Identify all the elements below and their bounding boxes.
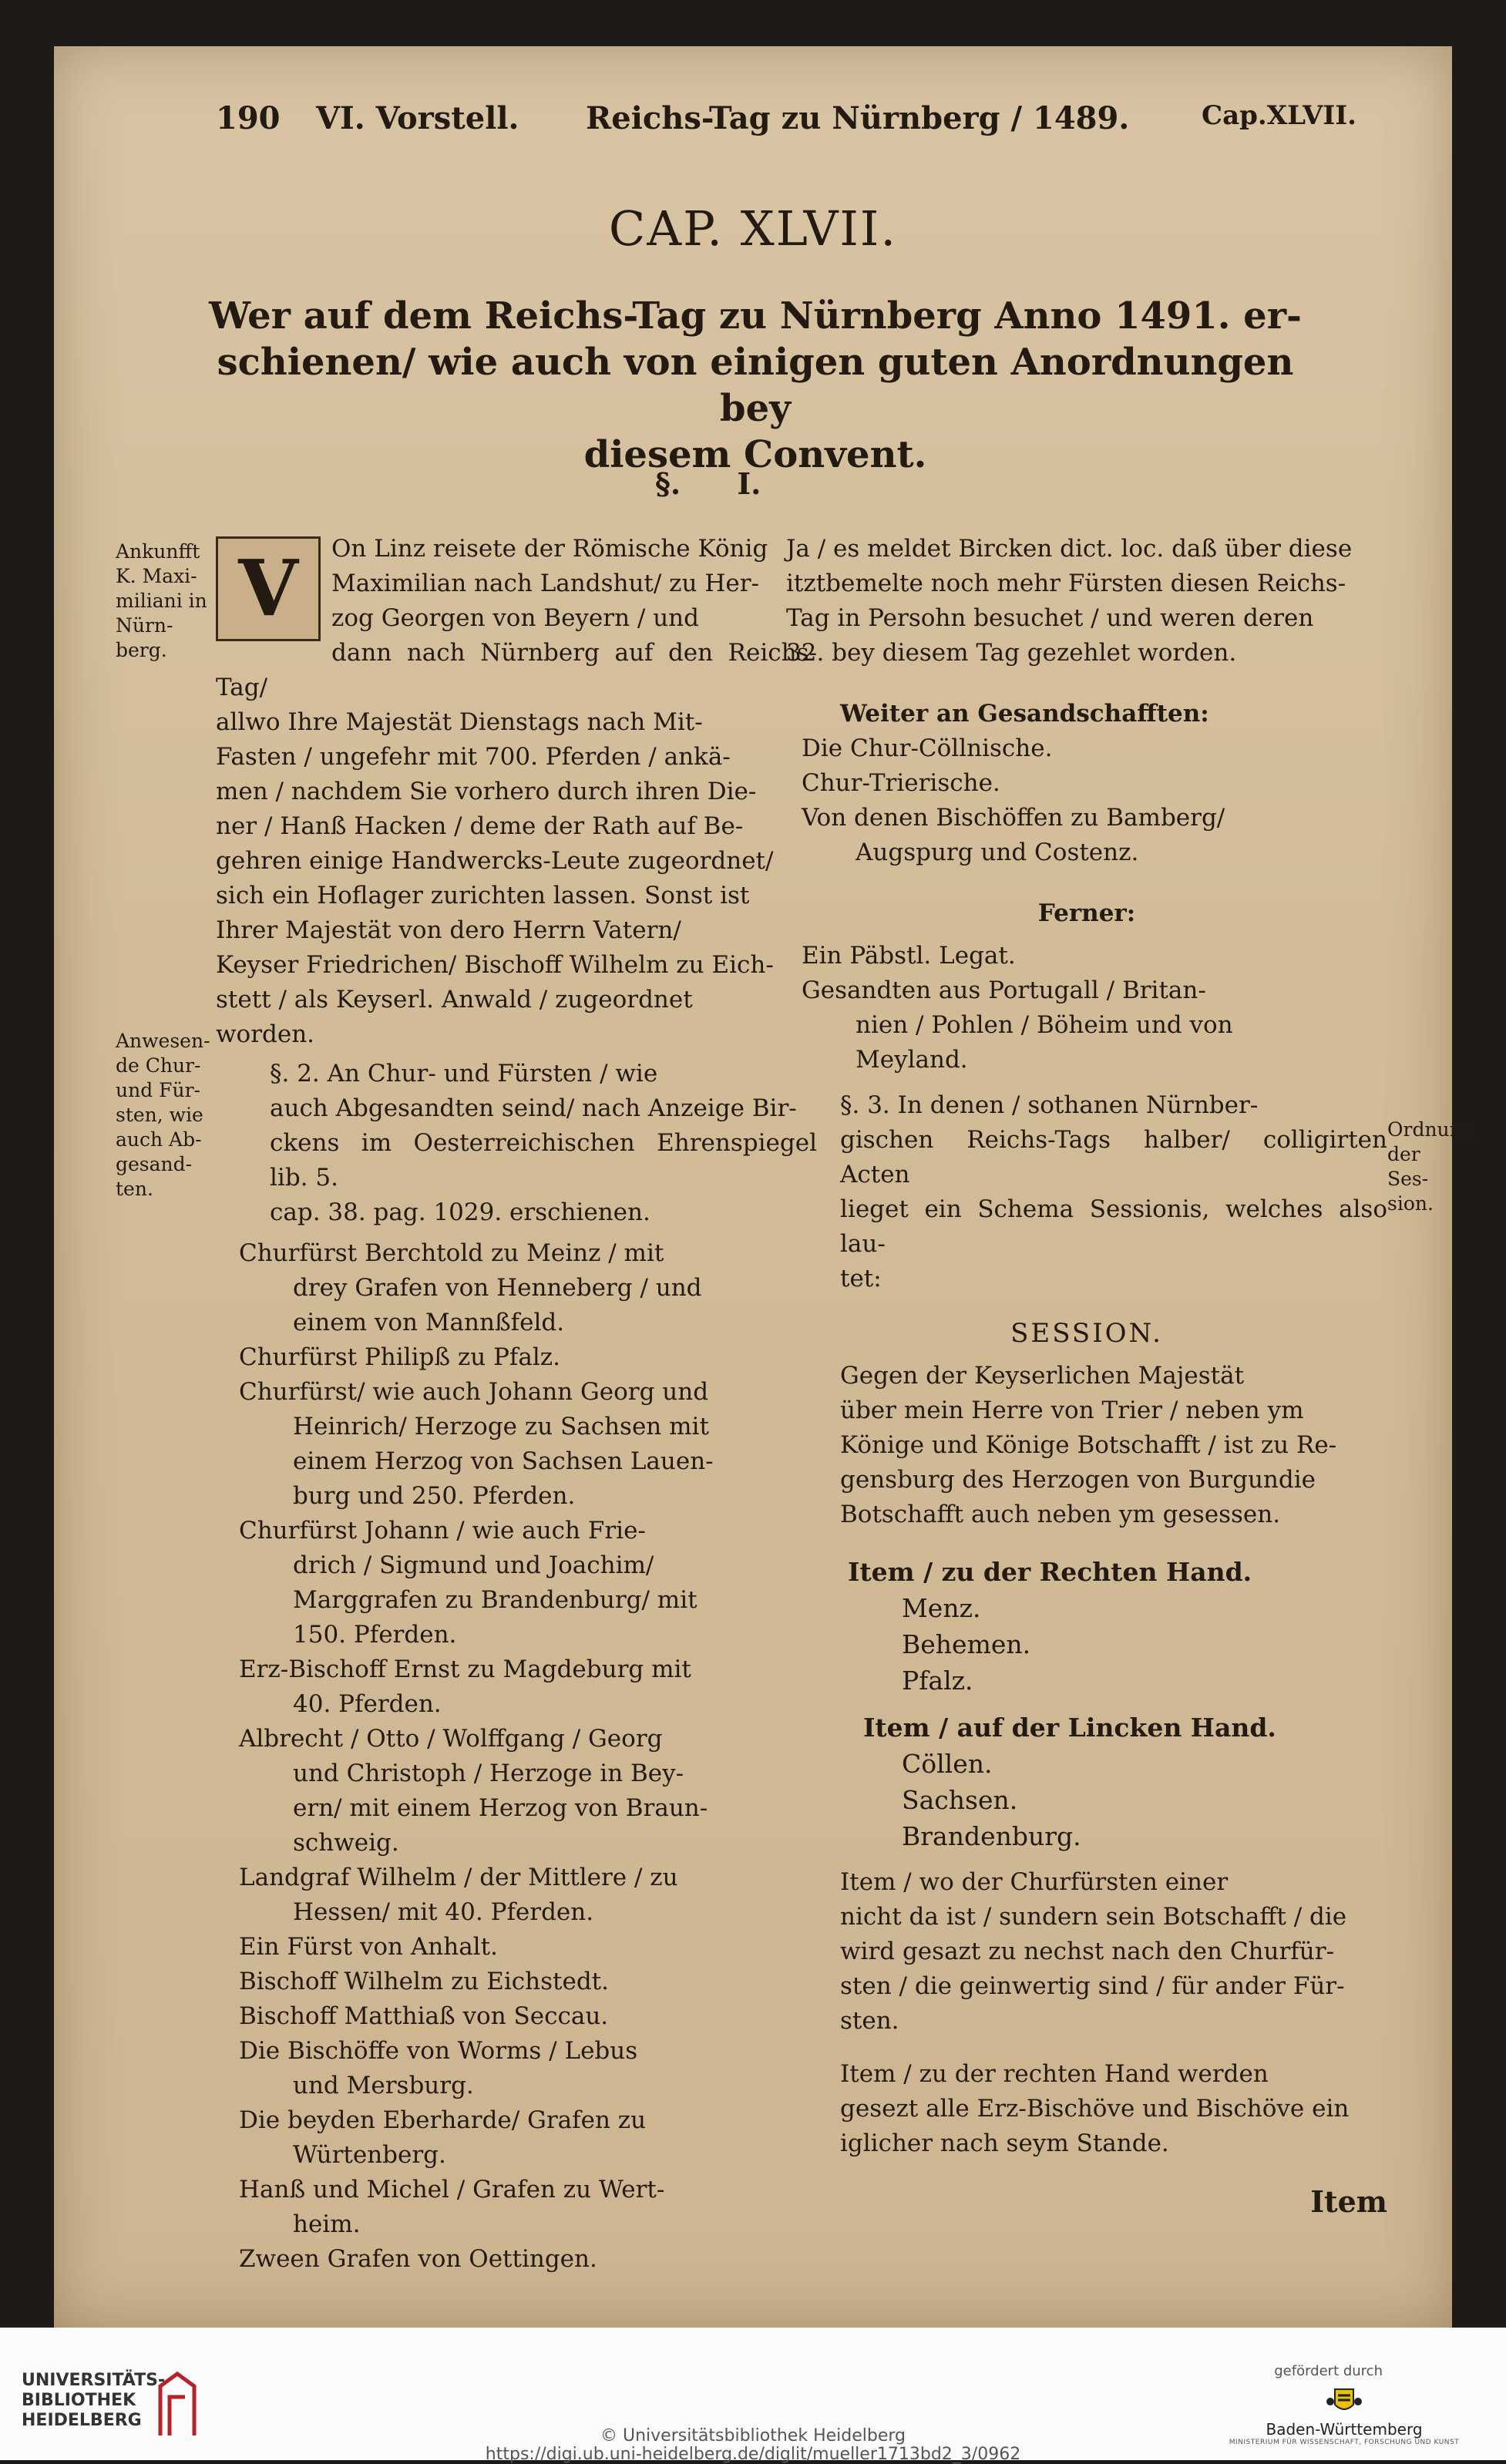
ferner-list <box>786 939 1387 1077</box>
text-line: men / nachdem Sie vorhero durch ihren Die- <box>216 778 757 805</box>
text-line: zog Georgen von Beyern / und <box>331 604 699 632</box>
right-column <box>786 532 1387 2219</box>
text-line: Sachsen. <box>902 1785 1018 1815</box>
paragraph-1 <box>216 532 817 1052</box>
text-line: berg. <box>116 639 167 661</box>
text-line: Brandenburg. <box>902 1821 1081 1851</box>
list-entry <box>239 1514 817 1652</box>
text-line: Ja / es meldet Bircken dict. loc. daß über diese <box>786 535 1353 563</box>
section-number: I. <box>737 466 761 501</box>
text-line: miliani in <box>116 590 207 612</box>
text-line: Ankunfft <box>116 540 200 563</box>
page-number: 190 <box>216 100 281 136</box>
entry-line: Chur-Trierische. <box>802 769 1000 797</box>
text-line: über mein Herre von Trier / neben ym <box>840 1397 1304 1424</box>
entry-line: und Christoph / Herzoge in Bey- <box>293 1760 684 1787</box>
text-line: gehren einige Handwercks-Leute zugeordnet/ <box>216 847 774 875</box>
entry-line: nien / Pohlen / Böheim und von <box>856 1011 1233 1039</box>
right-paragraph-3 <box>786 1088 1387 1296</box>
item-paragraph-1 <box>786 1865 1387 2039</box>
copyright-text: © Universitätsbibliothek Heidelberg <box>600 2426 906 2446</box>
scanned-page <box>54 46 1474 2328</box>
list-entry <box>239 1999 817 2034</box>
entry-line: Zween Grafen von Oettingen. <box>239 2245 597 2273</box>
left-hand-heading: Item / auf der Lincken Hand. <box>863 1713 1276 1743</box>
text-line: wird gesazt zu nechst nach den Churfür- <box>840 1938 1335 1965</box>
entry-line: burg und 250. Pferden. <box>293 1482 576 1510</box>
entry-line: Bischoff Matthiaß von Seccau. <box>239 2002 609 2030</box>
title-line: Wer auf dem Reichs-Tag zu Nürnberg Anno 1491. er- <box>209 294 1302 338</box>
text-line: stett / als Keyserl. Anwald / zugeordnet <box>216 986 693 1014</box>
text-line: §. 3. In denen / sothanen Nürnber- <box>840 1091 1259 1119</box>
text-line: ner / Hanß Hacken / deme der Rath auf Be- <box>216 812 744 840</box>
catchword: Item <box>1310 2184 1387 2219</box>
list-entry <box>802 731 1387 766</box>
text-line: gensburg des Herzogen von Burgundie <box>840 1466 1316 1494</box>
envoys-heading: Weiter an Gesandschafften: <box>840 700 1209 728</box>
list-entry <box>802 766 1387 801</box>
funder-subtitle: MINISTERIUM FÜR WISSENSCHAFT, FORSCHUNG UND KUNST <box>1229 2439 1460 2446</box>
text-line: Könige und Könige Botschafft / ist zu Re- <box>840 1431 1337 1459</box>
text-line: sich ein Hoflager zurichten lassen. Sonst ist <box>216 882 750 909</box>
funder-name: Baden-Württemberg <box>1266 2420 1423 2439</box>
list-entry <box>239 1965 817 1999</box>
entry-line: Augspurg und Costenz. <box>856 839 1139 866</box>
text-line: Anwesen- <box>116 1030 210 1052</box>
running-title: Reichs-Tag zu Nürnberg / 1489. <box>586 100 1130 136</box>
paragraph-2 <box>216 1057 817 1230</box>
text-line: lieget ein Schema Sessionis, welches also lau- <box>840 1195 1387 1258</box>
funder-logo <box>1229 2386 1460 2446</box>
entry-line: Meyland. <box>856 1046 968 1074</box>
entry-line: Die Bischöffe von Worms / Lebus <box>239 2037 638 2065</box>
entry-line: Die Chur-Cöllnische. <box>802 734 1053 762</box>
drop-cap: V <box>216 536 321 641</box>
text-line: Pfalz. <box>902 1666 973 1696</box>
text-line: auch Ab- <box>116 1128 202 1151</box>
list-entry <box>239 1930 817 1965</box>
entry-line: 150. Pferden. <box>293 1621 457 1649</box>
text-line: Gegen der Keyserlichen Majestät <box>840 1362 1245 1390</box>
entry-line: Gesandten aus Portugall / Britan- <box>802 977 1206 1004</box>
ferner-heading: Ferner: <box>1037 899 1136 927</box>
list-entry <box>802 973 1387 1077</box>
entry-line: Marggrafen zu Brandenburg/ mit <box>293 1586 698 1614</box>
text-line: Maximilian nach Landshut/ zu Her- <box>331 570 759 597</box>
text-line: und Für- <box>116 1079 200 1101</box>
text-line: dann nach Nürnberg auf den Reichs-Tag/ <box>216 639 817 701</box>
list-entry <box>802 939 1387 973</box>
list-entry <box>239 2242 817 2277</box>
text-line: Keyser Friedrichen/ Bischoff Wilhelm zu Eich- <box>216 951 774 979</box>
envoy-list <box>786 731 1387 870</box>
list-entry <box>239 2103 817 2173</box>
list-entry <box>239 1861 817 1930</box>
entry-line: Hessen/ mit 40. Pferden. <box>293 1898 594 1926</box>
text-line: allwo Ihre Majestät Dienstags nach Mit- <box>216 708 703 736</box>
text-line: 32. bey diesem Tag gezehlet worden. <box>786 639 1237 667</box>
entry-line: heim. <box>293 2210 361 2238</box>
entry-line: 40. Pferden. <box>293 1690 442 1718</box>
text-line: Behemen. <box>902 1629 1031 1659</box>
list-entry <box>239 1652 817 1722</box>
text-line: cap. 38. pag. 1029. erschienen. <box>270 1198 650 1226</box>
text-line: de Chur- <box>116 1054 201 1077</box>
text-line: sten, wie <box>116 1104 203 1126</box>
right-paragraph-1 <box>786 532 1387 671</box>
item-paragraph-2 <box>786 2057 1387 2161</box>
section-label: VI. Vorstell. <box>316 100 519 136</box>
text-line: HEIDELBERG <box>22 2411 142 2430</box>
text-line: ten. <box>116 1178 153 1200</box>
text-line: Fasten / ungefehr mit 700. Pferden / ankä- <box>216 743 731 771</box>
entry-line: Ein Fürst von Anhalt. <box>239 1933 498 1961</box>
list-entry <box>239 1236 817 1340</box>
session-paragraph <box>786 1359 1387 1532</box>
text-line: Item / zu der rechten Hand werden <box>840 2060 1269 2088</box>
left-hand-list <box>786 1746 1387 1854</box>
text-line: On Linz reisete der Römische König <box>331 535 768 563</box>
footer-bar <box>0 2328 1506 2464</box>
entry-line: Churfürst Berchtold zu Meinz / mit <box>239 1239 664 1267</box>
list-entry <box>239 1375 817 1514</box>
entry-line: Erz-Bischoff Ernst zu Magdeburg mit <box>239 1656 691 1683</box>
list-entry <box>239 1722 817 1861</box>
entry-line: Heinrich/ Herzoge zu Sachsen mit <box>293 1413 709 1440</box>
entry-line: einem Herzog von Sachsen Lauen- <box>293 1447 714 1475</box>
chapter-label: Cap.XLVII. <box>1202 100 1356 131</box>
entry-line: Churfürst Philipß zu Pfalz. <box>239 1343 560 1371</box>
chapter-title: CAP. XLVII. <box>608 200 898 257</box>
paragraph-mark <box>655 466 963 501</box>
text-line: Botschafft auch neben ym gesessen. <box>840 1501 1281 1528</box>
entry-line: einem von Mannßfeld. <box>293 1309 565 1336</box>
text-line: sten / die geinwertig sind / für ander Für- <box>840 1972 1345 2000</box>
right-hand-heading: Item / zu der Rechten Hand. <box>848 1557 1252 1587</box>
margin-note-attendance <box>116 1029 231 1202</box>
text-line: Cöllen. <box>902 1749 993 1779</box>
text-line: ckens im Oesterreichischen Ehrenspiegel lib. 5. <box>270 1129 817 1192</box>
title-line: diesem Convent. <box>583 433 927 476</box>
entry-line: Albrecht / Otto / Wolffgang / Georg <box>239 1725 663 1753</box>
chapter-heading <box>200 293 1310 478</box>
text-line: itztbemelte noch mehr Fürsten diesen Reichs- <box>786 570 1346 597</box>
funded-by-label: gefördert durch <box>1274 2363 1383 2379</box>
text-line: Item / wo der Churfürsten einer <box>840 1868 1229 1896</box>
entry-line: Bischoff Wilhelm zu Eichstedt. <box>239 1968 609 1995</box>
library-logo-text <box>22 2371 165 2431</box>
text-line: iglicher nach seym Stande. <box>840 2130 1169 2157</box>
text-line: Tag in Persohn besuchet / und weren deren <box>786 604 1314 632</box>
text-line: tet: <box>840 1265 882 1293</box>
entry-line: drey Grafen von Henneberg / und <box>293 1274 702 1302</box>
margin-note-order <box>1387 1118 1474 1216</box>
text-line: worden. <box>216 1020 315 1048</box>
text-line: gesand- <box>116 1153 193 1175</box>
running-header <box>216 100 1356 154</box>
text-line: UNIVERSITÄTS- <box>22 2371 166 2390</box>
entry-line: Von denen Bischöffen zu Bamberg/ <box>802 804 1225 832</box>
text-line: §. 2. An Chur- und Fürsten / wie <box>270 1060 658 1087</box>
text-line: sion. <box>1387 1192 1434 1215</box>
list-entry <box>239 1340 817 1375</box>
entry-line: schweig. <box>293 1829 399 1857</box>
right-hand-list <box>786 1590 1387 1699</box>
entry-line: ern/ mit einem Herzog von Braun- <box>293 1794 708 1822</box>
list-entry <box>239 2034 817 2103</box>
text-line: Nürn- <box>116 614 173 637</box>
entry-line: Die beyden Eberharde/ Grafen zu <box>239 2106 647 2134</box>
text-line: BIBLIOTHEK <box>22 2391 136 2410</box>
text-line: Menz. <box>902 1593 981 1623</box>
entry-line: Würtenberg. <box>293 2141 446 2169</box>
list-entry <box>239 2173 817 2242</box>
left-column <box>216 532 817 2277</box>
text-line: gischen Reichs-Tags halber/ colligirten Acten <box>840 1126 1387 1188</box>
list-entry <box>802 801 1387 870</box>
text-line: K. Maxi- <box>116 565 197 587</box>
entry-line: drich / Sigmund und Joachim/ <box>293 1551 654 1579</box>
text-line: gesezt alle Erz-Bischöve und Bischöve ein <box>840 2095 1350 2123</box>
source-url-link[interactable]: https://digi.ub.uni-heidelberg.de/diglit/mueller1713bd2_3/0962 <box>485 2445 1021 2464</box>
session-heading: SESSION. <box>1010 1318 1163 1349</box>
title-line: schienen/ wie auch von einigen guten Anordnungen bey <box>217 341 1294 430</box>
text-line: Ihrer Majestät von dero Herrn Vatern/ <box>216 916 681 944</box>
entry-line: Churfürst/ wie auch Johann Georg und <box>239 1378 709 1406</box>
text-line: auch Abgesandten seind/ nach Anzeige Bir- <box>270 1094 797 1122</box>
crest-icon <box>1324 2386 1364 2417</box>
entry-line: Landgraf Wilhelm / der Mittlere / zu <box>239 1864 678 1891</box>
text-line: Ordnung <box>1387 1118 1474 1141</box>
text-line: nicht da ist / sundern sein Botschafft / die <box>840 1903 1347 1931</box>
text-line: der Ses- <box>1387 1143 1429 1190</box>
margin-note-arrival <box>116 540 231 663</box>
entry-line: und Mersburg. <box>293 2072 474 2099</box>
text-line: sten. <box>840 2007 899 2035</box>
section-sign: §. <box>655 466 681 501</box>
entry-line: Hanß und Michel / Grafen zu Wert- <box>239 2176 665 2203</box>
attendee-list <box>216 1236 817 2277</box>
entry-line: Churfürst Johann / wie auch Frie- <box>239 1517 646 1545</box>
entry-line: Ein Päbstl. Legat. <box>802 942 1016 970</box>
